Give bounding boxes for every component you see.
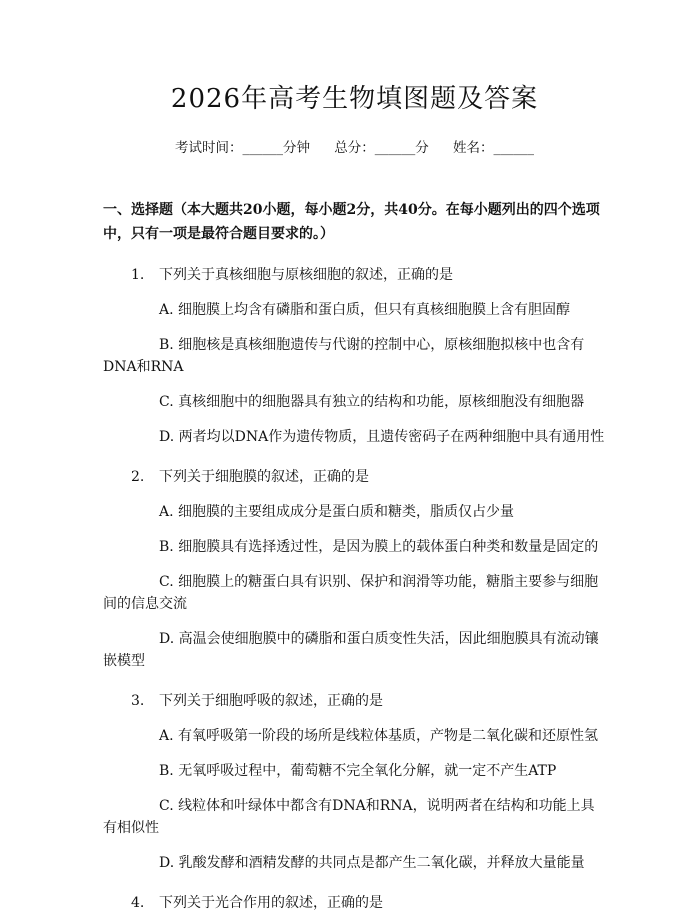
option-letter: A. <box>159 302 174 318</box>
question-text: 下列关于真核细胞与原核细胞的叙述，正确的是 <box>159 267 453 283</box>
question-text: 下列关于光合作用的叙述，正确的是 <box>159 895 383 911</box>
option-letter: C. <box>159 394 174 410</box>
option-letter: C. <box>159 798 174 814</box>
question-text: 下列关于细胞膜的叙述，正确的是 <box>159 469 369 485</box>
document-title: 2026年高考生物填图题及答案 <box>170 84 539 114</box>
question-2-option-b <box>103 536 606 558</box>
question-2-option-a <box>103 501 606 523</box>
total-score-unit: 分 <box>415 140 429 156</box>
question-1-option-c <box>103 391 606 413</box>
question-1-option-a <box>103 299 606 321</box>
student-name <box>453 138 534 158</box>
option-text: 高温会使细胞膜中的磷脂和蛋白质变性失活，因此细胞膜具有流动镶嵌模型 <box>103 631 599 669</box>
section-heading: 一、选择题（本大题共20小题，每小题2分，共40分。在每小题列出的四个选项中，只有一项是最符合题目要求的。） <box>103 202 600 242</box>
student-name-blank: ______ <box>493 140 535 156</box>
question-2-stem <box>103 466 606 488</box>
question-number: 1. <box>131 267 145 283</box>
option-text: 无氧呼吸过程中，葡萄糖不完全氧化分解，就一定不产生ATP <box>178 763 557 779</box>
question-1-option-d <box>103 426 606 448</box>
exam-time-blank: ______ <box>242 140 283 156</box>
question-1-stem <box>103 264 606 286</box>
option-text: 两者均以DNA作为遗传物质，且遗传密码子在两种细胞中具有通用性 <box>178 429 605 445</box>
question-3-option-c <box>103 795 606 839</box>
total-score <box>334 138 429 158</box>
total-score-label: 总分： <box>334 140 375 156</box>
question-3-option-d <box>103 852 606 874</box>
question-3-option-b <box>103 760 606 782</box>
option-text: 有氧呼吸第一阶段的场所是线粒体基质，产物是二氧化碳和还原性氢 <box>178 728 599 744</box>
option-letter: C. <box>159 574 174 590</box>
option-text: 细胞核是真核细胞遗传与代谢的控制中心，原核细胞拟核中也含有DNA和RNA <box>103 337 585 375</box>
option-letter: D. <box>159 631 175 647</box>
option-letter: A. <box>159 504 174 520</box>
option-text: 细胞膜上的糖蛋白具有识别、保护和润滑等功能，糖脂主要参与细胞间的信息交流 <box>103 574 599 612</box>
option-letter: D. <box>159 429 175 445</box>
option-text: 细胞膜上均含有磷脂和蛋白质，但只有真核细胞膜上含有胆固醇 <box>178 302 571 318</box>
option-letter: A. <box>159 728 174 744</box>
question-3-stem <box>103 690 606 712</box>
exam-meta <box>103 138 606 158</box>
question-text: 下列关于细胞呼吸的叙述，正确的是 <box>159 693 383 709</box>
question-2-option-d <box>103 628 606 672</box>
option-text: 细胞膜具有选择透过性，是因为膜上的载体蛋白种类和数量是固定的 <box>178 539 599 555</box>
question-4-stem <box>103 892 606 914</box>
question-1-option-b <box>103 334 606 378</box>
exam-time-label: 考试时间： <box>174 140 243 156</box>
option-text: 乳酸发酵和酒精发酵的共同点是都产生二氧化碳，并释放大量能量 <box>178 855 585 871</box>
option-text: 线粒体和叶绿体中都含有DNA和RNA，说明两者在结构和功能上具有相似性 <box>103 798 595 836</box>
option-letter: B. <box>159 539 174 555</box>
option-letter: D. <box>159 855 175 871</box>
question-number: 4. <box>131 895 145 911</box>
exam-time <box>175 138 310 158</box>
option-text: 细胞膜的主要组成成分是蛋白质和糖类，脂质仅占少量 <box>178 504 515 520</box>
exam-time-unit: 分钟 <box>282 140 310 156</box>
student-name-label: 姓名： <box>453 140 494 156</box>
option-letter: B. <box>159 337 174 353</box>
question-3-option-a <box>103 725 606 747</box>
total-score-blank: ______ <box>374 140 416 156</box>
option-text: 真核细胞中的细胞器具有独立的结构和功能，原核细胞没有细胞器 <box>178 394 585 410</box>
question-2-option-c <box>103 571 606 615</box>
option-letter: B. <box>159 763 174 779</box>
question-number: 3. <box>131 693 145 709</box>
question-number: 2. <box>131 469 145 485</box>
